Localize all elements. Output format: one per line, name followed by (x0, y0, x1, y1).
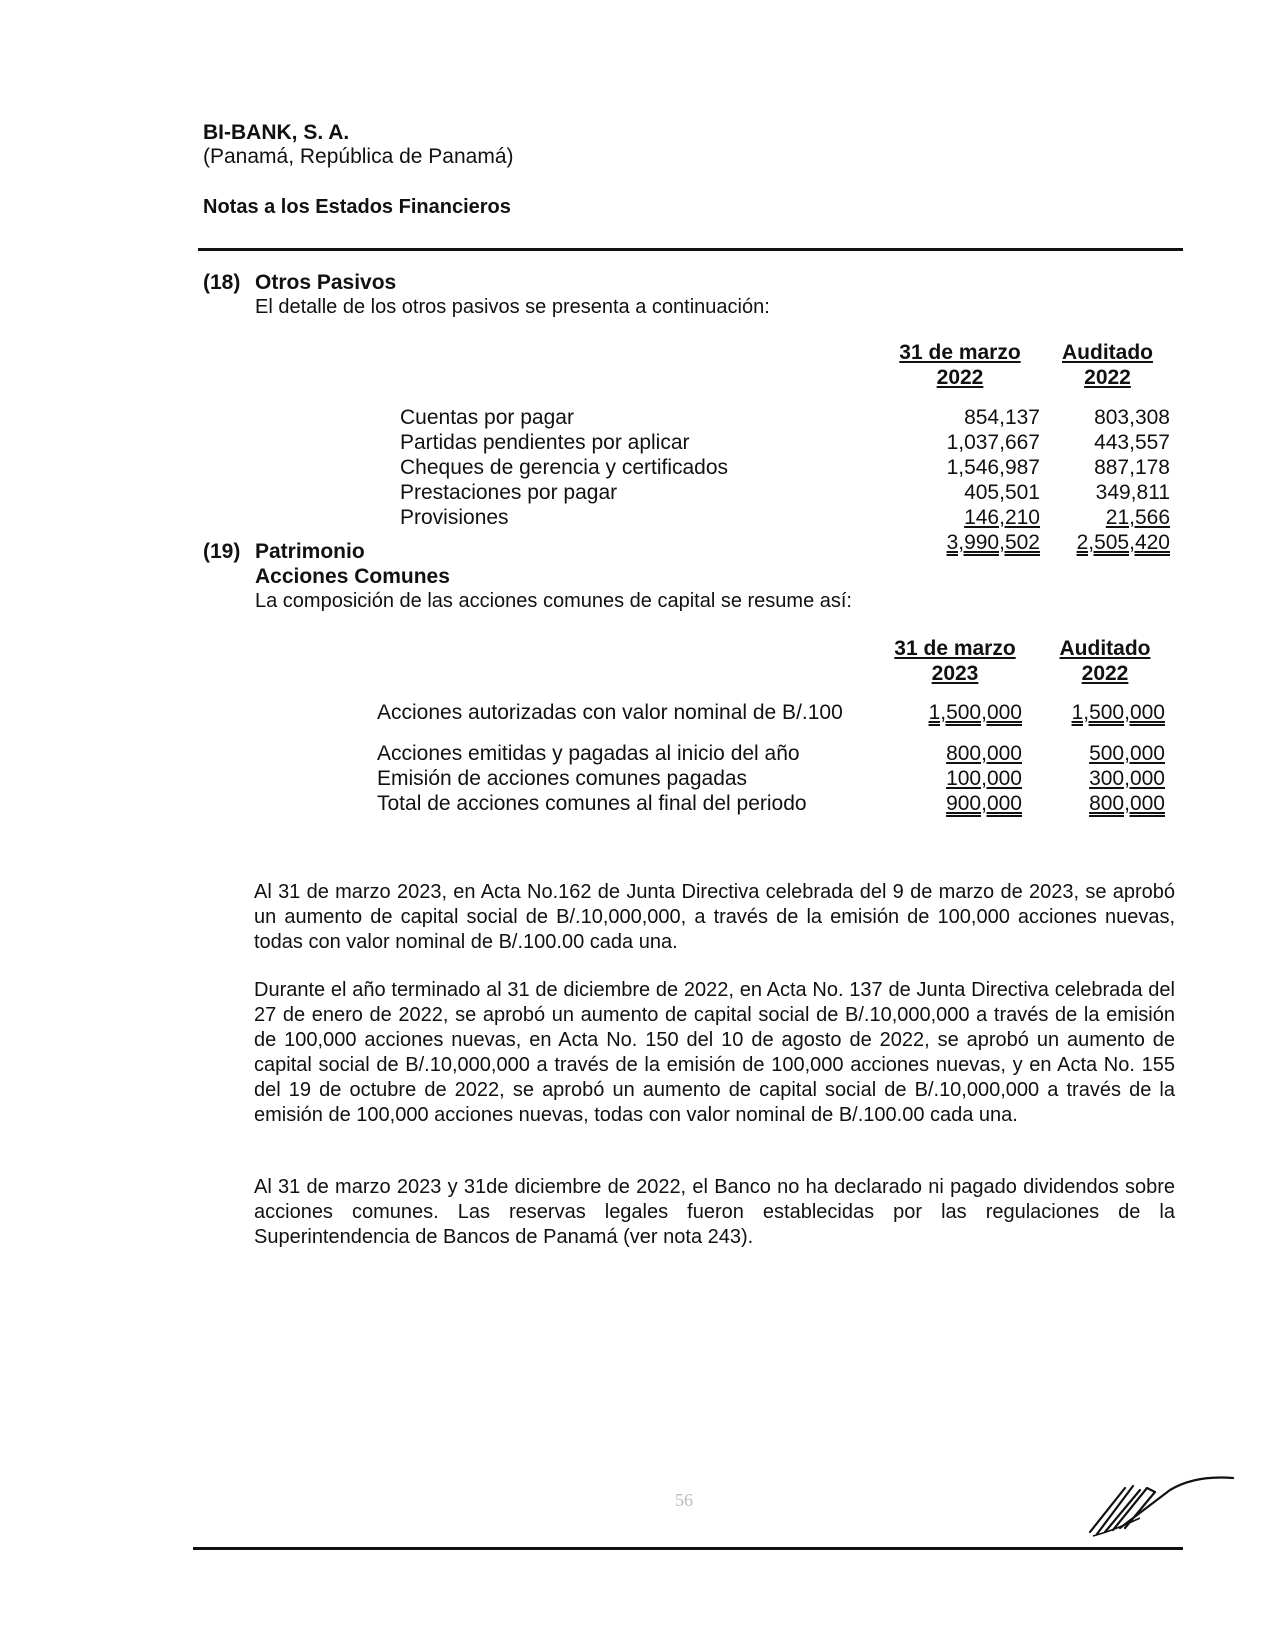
row-value-current: 1,500,000 (928, 701, 1022, 724)
row-label: Cheques de gerencia y certificados (400, 456, 729, 479)
table-row (400, 405, 1170, 430)
note-18-col1-header (880, 340, 1040, 390)
note-19-intro: La composición de las acciones comunes de capital se resume así: (255, 590, 852, 612)
note-18-title: Otros Pasivos (255, 271, 397, 294)
company-location: (Panamá, República de Panamá) (203, 145, 514, 168)
row-value-audited: 800,000 (1089, 792, 1165, 815)
row-value-audited: 1,500,000 (1071, 701, 1165, 724)
table-row (377, 741, 1167, 766)
note-19-col1-line2: 2023 (931, 662, 979, 685)
note-19-paragraph-2: Durante el año terminado al 31 de diciembre de 2022, en Acta No. 137 de Junta Directiva celebrada del 27 de enero de 2022, se aprobó un aumento de capital social de B/.10,000,000 a través de la emisión de 100,000 acciones nuevas, en Acta No. 150 del 10 de agosto de 2022, se aprobó un aumento de capital social de B/.10,000,000 a través de la emisión de 100,000 acciones nuevas, y en Acta No. 155 del 19 de octubre de 2022, se aprobó un aumento de capital social de B/.10,000,000 a través de la emisión de 100,000 acciones nuevas, todas con valor nominal de B/.100.00 cada una. (254, 979, 1175, 1126)
note-19-paragraph-1: Al 31 de marzo 2023, en Acta No.162 de Junta Directiva celebrada del 9 de marzo de 2023, se aprobó un aumento de capital social de B/.10,000,000, a través de la emisión de 100,000 acciones nuevas, todas con valor nominal de B/.100.00 cada una. (254, 881, 1175, 953)
note-19-col2-header (1045, 636, 1165, 686)
row-value-current: 405,501 (964, 481, 1040, 504)
row-label: Prestaciones por pagar (400, 481, 618, 504)
total-value-audited: 2,505,420 (1076, 531, 1170, 554)
footer-divider (193, 1547, 1183, 1550)
page-number: 56 (675, 1490, 693, 1510)
row-value-current: 854,137 (964, 406, 1040, 429)
row-label: Total de acciones comunes al final del periodo (377, 792, 807, 815)
note-18-table (400, 405, 1170, 555)
note-18-col1-line1: 31 de marzo (899, 341, 1021, 364)
note-18-col2-line1: Auditado (1062, 341, 1153, 364)
table-row (400, 480, 1170, 505)
row-value-current: 900,000 (946, 792, 1022, 815)
note-19-paragraph-3: Al 31 de marzo 2023 y 31de diciembre de 2022, el Banco no ha declarado ni pagado dividendos sobre acciones comunes. Las reservas legales fueron establecidas por las regulaciones de la Superintendencia de Bancos de Panamá (ver nota 243). (254, 1176, 1175, 1248)
note-18-col2-header (1045, 340, 1170, 390)
row-value-current: 100,000 (946, 767, 1022, 790)
row-value-audited: 349,811 (1095, 481, 1170, 504)
row-label: Acciones emitidas y pagadas al inicio del año (377, 742, 800, 765)
row-label: Emisión de acciones comunes pagadas (377, 767, 748, 790)
row-label: Provisiones (400, 506, 509, 529)
row-value-audited: 803,308 (1094, 406, 1170, 429)
row-value-current: 1,037,667 (946, 431, 1040, 454)
note-19-col2-line1: Auditado (1059, 637, 1151, 660)
table-row (400, 430, 1170, 455)
company-name: BI-BANK, S. A. (203, 121, 350, 144)
row-value-current: 1,546,987 (946, 456, 1040, 479)
row-value-audited: 443,557 (1094, 431, 1170, 454)
table-row (377, 700, 1167, 725)
signature-icon (1085, 1470, 1235, 1540)
note-18-number: (18) (203, 271, 241, 294)
note-19-title: Patrimonio (255, 540, 365, 563)
note-18-col1-line2: 2022 (936, 366, 984, 389)
note-19-number: (19) (203, 540, 241, 563)
row-value-audited: 887,178 (1094, 456, 1170, 479)
note-19-col1-header (875, 636, 1035, 686)
row-value-audited: 21,566 (1105, 506, 1170, 529)
table-row (400, 455, 1170, 480)
row-label: Partidas pendientes por aplicar (400, 431, 690, 454)
note-18-intro: El detalle de los otros pasivos se presenta a continuación: (255, 296, 770, 318)
table-row (377, 791, 1167, 816)
table-row (400, 505, 1170, 530)
table-total-row (400, 530, 1170, 555)
total-value-current: 3,990,502 (946, 531, 1040, 554)
table-row (377, 766, 1167, 791)
row-label: Acciones autorizadas con valor nominal de B/.100 (377, 701, 843, 724)
note-18-col2-line2: 2022 (1084, 366, 1131, 389)
row-label: Cuentas por pagar (400, 406, 574, 429)
note-19-table (377, 700, 1167, 816)
row-value-audited: 300,000 (1089, 767, 1165, 790)
row-value-audited: 500,000 (1089, 742, 1165, 765)
note-19-col1-line1: 31 de marzo (894, 637, 1016, 660)
header-divider (198, 248, 1183, 251)
document-title: Notas a los Estados Financieros (203, 196, 511, 218)
note-19-col2-line2: 2022 (1081, 662, 1129, 685)
row-value-current: 800,000 (946, 742, 1022, 765)
note-19-subtitle: Acciones Comunes (255, 565, 450, 588)
row-value-current: 146,210 (964, 506, 1040, 529)
